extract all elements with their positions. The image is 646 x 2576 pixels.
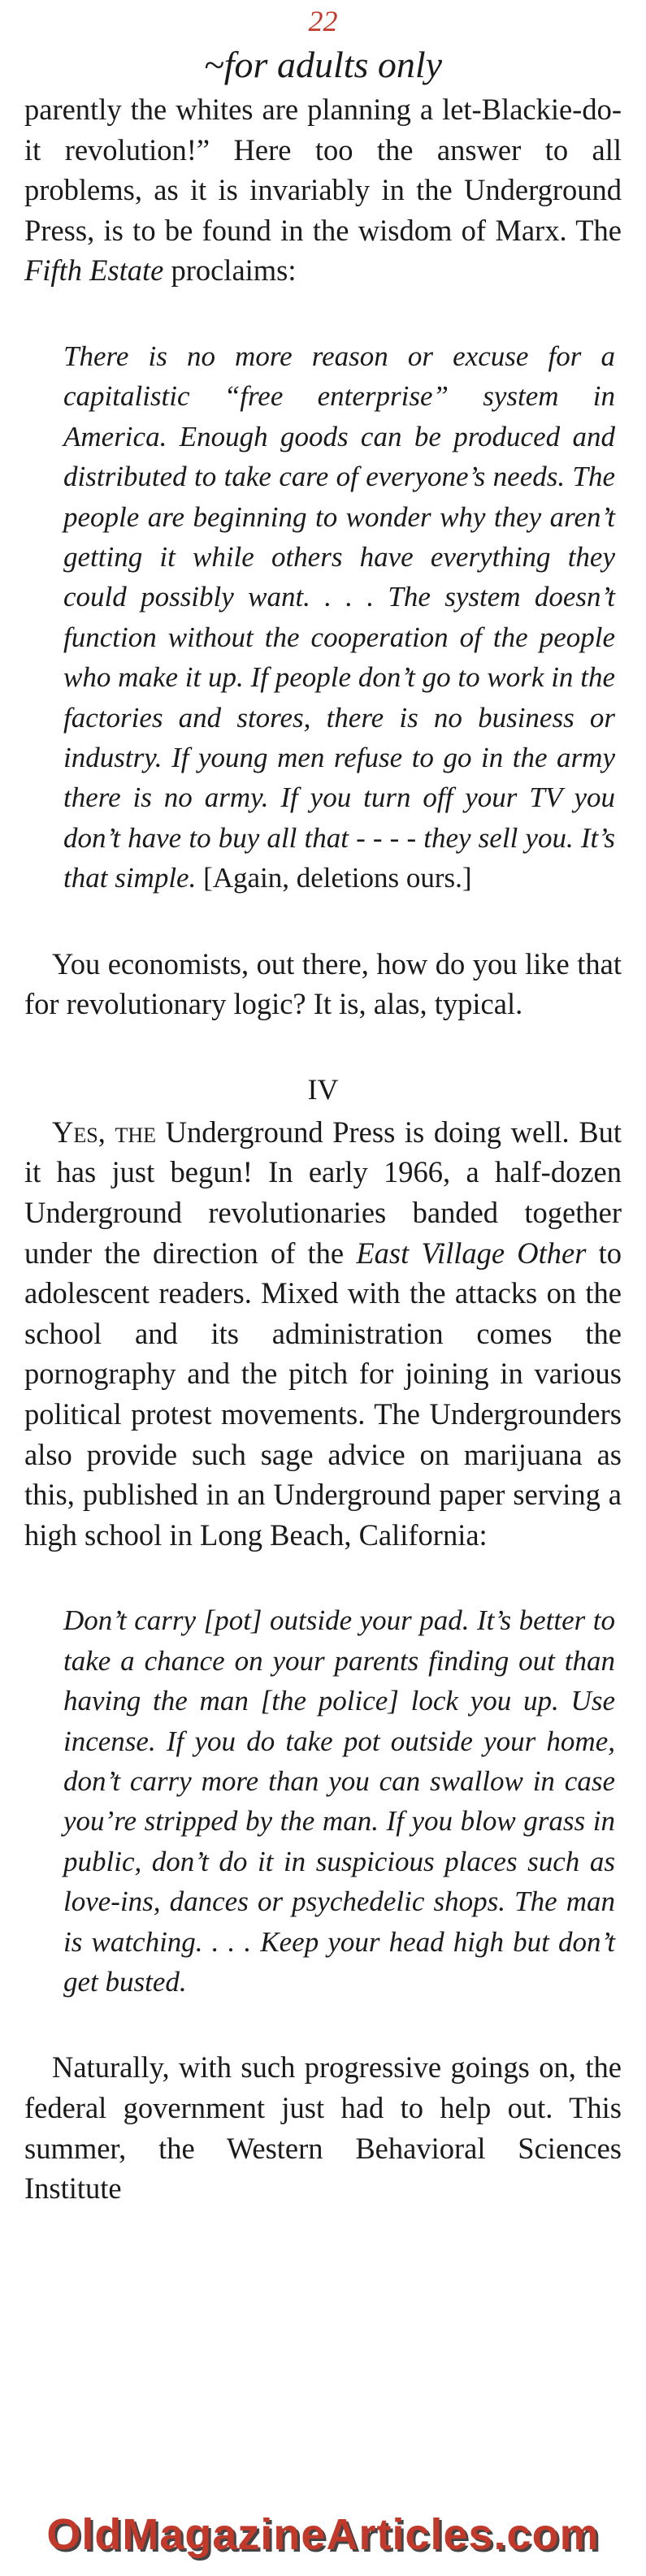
site-watermark: OldMagazineArticles.com: [46, 2510, 600, 2559]
paragraph-1-text-b: proclaims:: [163, 253, 297, 288]
publication-fifth-estate: Fifth Estate: [24, 253, 164, 288]
paragraph-3-text-a: Underground Press is doing well. But it has just begun! In early 1966, a half-dozen Underground revolutionaries banded together under the direction of the: [24, 1115, 622, 1270]
article-page: [24, 0, 622, 2209]
paragraph-1: [24, 89, 622, 291]
block-quote-1: [63, 336, 615, 898]
paragraph-1-text-a: parently the whites are planning a let-Blackie-do-it revolution!” Here too the answer to all problems, as it is invariably in the Underground Press, is to be found in the wisdom of Marx. The: [24, 93, 622, 247]
block-quote-2: Don’t carry [pot] outside your pad. It’s better to take a chance on your parents finding out than having the man [the police] lock you up. Use incense. If you do take pot outside your home, don’t carry more than you can swallow in case you’re stripped by the man. If you blow grass in public, don’t do it in suspicious places such as love-ins, dances or psychedelic shops. The man is watching. . . . Keep your head high but don’t get busted.: [63, 1604, 615, 1998]
section-number: IV: [307, 1072, 339, 1106]
page-number: 22: [308, 5, 338, 37]
paragraph-3: [24, 1112, 622, 1556]
running-head: ~for adults only: [203, 44, 443, 85]
publication-east-village-other: East Village Other: [356, 1236, 587, 1270]
paragraph-3-lead: Yes, the: [52, 1115, 156, 1149]
paragraph-4: Naturally, with such progressive goings on, the federal government just had to help out. This summer, the Western Behavioral Sciences Institute: [24, 2050, 622, 2206]
paragraph-2: You economists, out there, how do you like that for revolutionary logic? It is, alas, typical.: [24, 946, 622, 1021]
block-quote-1-note: [Again, deletions ours.]: [196, 862, 472, 894]
block-quote-1-text: There is no more reason or excuse for a capitalistic “free enterprise” system in America. Enough goods can be produced and distributed to take care of everyone’s needs. The people are beginning to wonder why they aren’t getting it while others have everything they could possibly want. . . . The system doesn’t function without the cooperation of the people who make it up. If people don’t go to work in the factories and stores, there is no business or industry. If young men refuse to go in the army there is no army. If you turn off your TV you don’t have to buy all that - - - - they sell you. It’s that simple.: [63, 340, 615, 894]
paragraph-3-text-b: to adolescent readers. Mixed with the attacks on the school and its administration comes the pornography and the pitch for joining in various political protest movements. The Undergrounders also provide such sage advice on marijuana as this, published in an Underground paper serving a high school in Long Beach, California:: [24, 1236, 622, 1552]
